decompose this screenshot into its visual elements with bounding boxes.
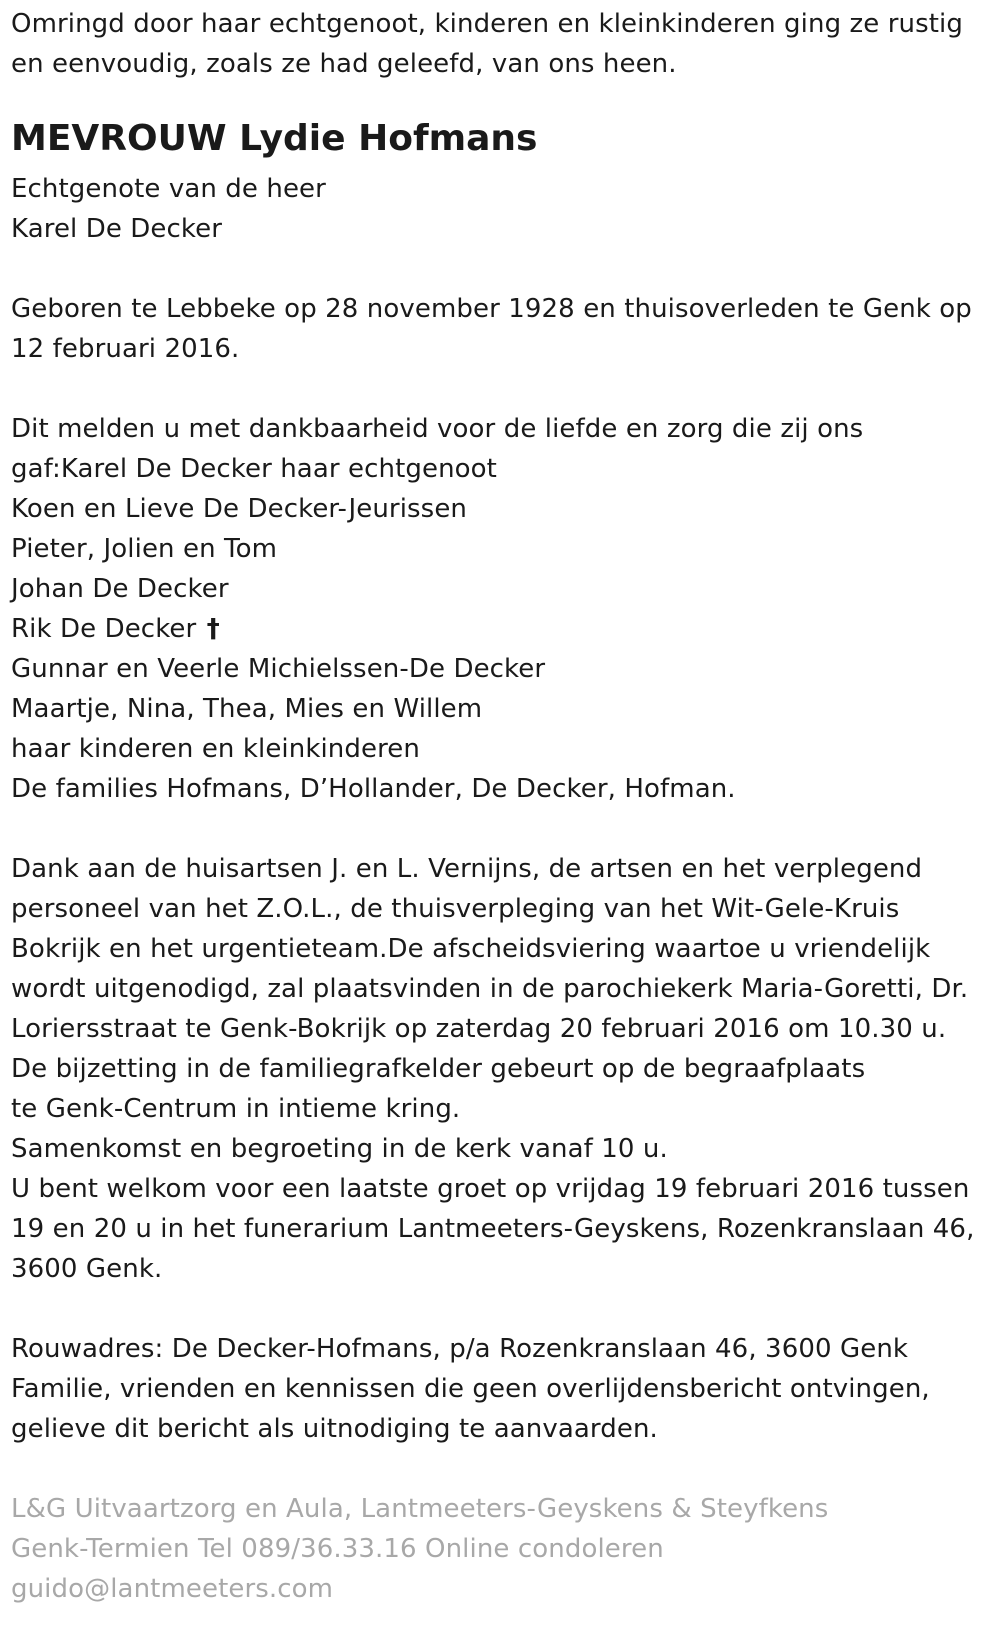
- text-line: gaf:Karel De Decker haar echtgenoot: [11, 454, 497, 484]
- family-paragraph: [11, 409, 996, 809]
- mourning-address-paragraph: [11, 1329, 996, 1449]
- text-line: Gunnar en Veerle Michielssen-De Decker: [11, 654, 546, 684]
- text-line: Familie, vrienden en kennissen die geen overlijdensbericht ontvingen,: [11, 1374, 930, 1404]
- text-line: 3600 Genk.: [11, 1254, 163, 1284]
- text-line: Koen en Lieve De Decker-Jeurissen: [11, 494, 467, 524]
- text-line: Karel De Decker: [11, 214, 223, 244]
- text-line: Echtgenote van de heer: [11, 174, 326, 204]
- text-line: U bent welkom voor een laatste groet op vrijdag 19 februari 2016 tussen: [11, 1174, 970, 1204]
- text-line: Dank aan de huisartsen J. en L. Vernijns, de artsen en het verplegend: [11, 854, 923, 884]
- funeral-home-footer: [11, 1489, 996, 1609]
- text-line: Dit melden u met dankbaarheid voor de liefde en zorg die zij ons: [11, 414, 864, 444]
- text-line: 12 februari 2016.: [11, 334, 240, 364]
- text-line: 19 en 20 u in het funerarium Lantmeeters-Geyskens, Rozenkranslaan 46,: [11, 1214, 975, 1244]
- text-line: Rouwadres: De Decker-Hofmans, p/a Rozenkranslaan 46, 3600 Genk: [11, 1334, 909, 1364]
- spacer: [11, 809, 996, 849]
- spacer: [11, 1289, 996, 1329]
- text-line: personeel van het Z.O.L., de thuisverpleging van het Wit-Gele-Kruis: [11, 894, 900, 924]
- deceased-son-line: [11, 609, 996, 649]
- text-line: Pieter, Jolien en Tom: [11, 534, 278, 564]
- spacer: [11, 1449, 996, 1489]
- text-line: te Genk-Centrum in intieme kring.: [11, 1094, 461, 1124]
- ceremony-paragraph: [11, 849, 996, 1289]
- text-line: Omringd door haar echtgenoot, kinderen en kleinkinderen ging ze rustig: [11, 9, 963, 39]
- text-line: Bokrijk en het urgentieteam.De afscheidsviering waartoe u vriendelijk: [11, 934, 931, 964]
- text-line: De bijzetting in de familiegrafkelder gebeurt op de begraafplaats: [11, 1054, 866, 1084]
- obituary-notice: [11, 4, 996, 1609]
- birth-death-paragraph: [11, 289, 996, 369]
- deceased-name: MEVROUW Lydie Hofmans: [11, 118, 538, 159]
- funeral-home-name: L&G Uitvaartzorg en Aula, Lantmeeters-Geyskens & Steyfkens: [11, 1494, 829, 1524]
- spacer: [11, 249, 996, 289]
- text-line: De families Hofmans, D’Hollander, De Decker, Hofman.: [11, 774, 736, 804]
- text-line: Maartje, Nina, Thea, Mies en Willem: [11, 694, 483, 724]
- text-line: wordt uitgenodigd, zal plaatsvinden in de parochiekerk Maria-Goretti, Dr.: [11, 974, 969, 1004]
- deceased-son-name: Rik De Decker: [11, 614, 197, 644]
- funeral-home-contact: Genk-Termien Tel 089/36.33.16 Online condoleren: [11, 1534, 664, 1564]
- spouse-paragraph: [11, 169, 996, 249]
- text-line: gelieve dit bericht als uitnodiging te aanvaarden.: [11, 1414, 658, 1444]
- intro-paragraph: [11, 4, 996, 84]
- text-line: Loriersstraat te Genk-Bokrijk op zaterdag 20 februari 2016 om 10.30 u.: [11, 1014, 947, 1044]
- text-line: Geboren te Lebbeke op 28 november 1928 en thuisoverleden te Genk op: [11, 294, 972, 324]
- cross-icon: †: [206, 614, 220, 644]
- text-line: en eenvoudig, zoals ze had geleefd, van ons heen.: [11, 49, 677, 79]
- text-line: Samenkomst en begroeting in de kerk vanaf 10 u.: [11, 1134, 668, 1164]
- spacer: [11, 369, 996, 409]
- text-line: Johan De Decker: [11, 574, 229, 604]
- funeral-home-email: guido@lantmeeters.com: [11, 1574, 334, 1604]
- text-line: haar kinderen en kleinkinderen: [11, 734, 420, 764]
